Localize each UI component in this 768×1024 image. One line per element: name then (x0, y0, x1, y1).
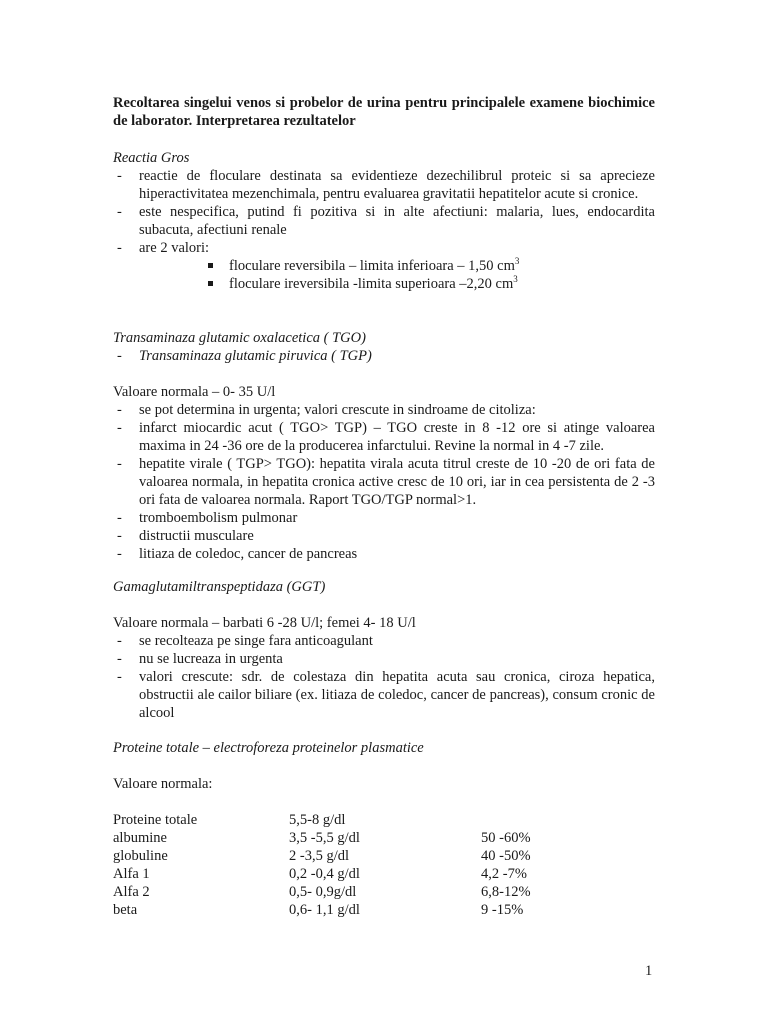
bullet-list (113, 167, 655, 257)
list-item: - distructii musculare (113, 527, 655, 545)
section-heading: Gamaglutamiltranspeptidaza (GGT) (113, 579, 326, 595)
row-value: 0,6- 1,1 g/dl (289, 902, 360, 918)
list-item: - litiaza de coledoc, cancer de pancreas (113, 545, 655, 563)
normal-value: Valoare normala – barbati 6 -28 U/l; femei 4- 18 U/l (113, 615, 416, 631)
table-row (113, 811, 601, 829)
sub-list-item: floculare reversibila – limita inferioara – 1,50 $cm^3$ (205, 257, 655, 275)
list-item: - tromboembolism pulmonar (113, 509, 655, 527)
table-row (113, 829, 601, 847)
section-heading: Proteine totale – electroforeza proteinelor plasmatice (113, 740, 424, 756)
bullet-list (113, 347, 655, 365)
row-percent: 6,8-12% (481, 884, 531, 900)
list-item: - reactie de floculare destinata sa evidentieze dezechilibrul proteic si sa aprecieze hiperactivitatea mezenchimala, pentru evaluarea gravitatii hepatitelor acute si cronice. (113, 167, 655, 203)
reference-values-table (113, 811, 601, 919)
row-value: 0,5- 0,9g/dl (289, 884, 357, 900)
row-value: 3,5 -5,5 g/dl (289, 830, 360, 846)
section-heading: Transaminaza glutamic oxalacetica ( TGO) (113, 330, 366, 346)
list-item: - Transaminaza glutamic piruvica ( TGP) (113, 347, 655, 365)
list-item: - infarct miocardic acut ( TGO> TGP) – TGO creste in 8 -12 ore si atinge valoarea maxima in 24 -36 ore de la producerea infarctului. Revine la normal in 4 -7 zile. (113, 419, 655, 455)
row-value: 5,5-8 g/dl (289, 812, 346, 828)
row-name: Alfa 2 (113, 884, 150, 900)
table-row (113, 847, 601, 865)
row-name: albumine (113, 830, 167, 846)
row-percent: 4,2 -7% (481, 866, 527, 882)
row-name: Alfa 1 (113, 866, 150, 882)
bullet-list (113, 632, 655, 722)
table-row (113, 865, 601, 883)
section-proteine (113, 739, 655, 919)
section-reactia-gros (113, 149, 655, 293)
row-value: 2 -3,5 g/dl (289, 848, 350, 864)
list-item: - nu se lucreaza in urgenta (113, 650, 655, 668)
row-name: globuline (113, 848, 168, 864)
row-percent: 9 -15% (481, 902, 524, 918)
list-item: - se recolteaza pe singe fara anticoagulant (113, 632, 655, 650)
normal-value: Valoare normala – 0- 35 U/l (113, 384, 276, 400)
row-value: 0,2 -0,4 g/dl (289, 866, 360, 882)
bullet-list (113, 401, 655, 563)
row-percent: 50 -60% (481, 830, 531, 846)
row-name: beta (113, 902, 138, 918)
list-item: - valori crescute: sdr. de colestaza din hepatita acuta sau cronica, ciroza hepatica, obstructii ale cailor biliare (ex. litiaza de coledoc, cancer de pancreas), consum cronic de alcool (113, 668, 655, 722)
table-row (113, 883, 601, 901)
section-transaminaze (113, 329, 655, 563)
document-title: Recoltarea singelui venos si probelor de urina pentru principalele examene biochimice de laborator. Interpretarea rezultatelor (113, 95, 655, 129)
page-number: 1 (645, 963, 653, 979)
table-row (113, 901, 601, 919)
row-name: Proteine totale (113, 812, 198, 828)
list-item: - hepatite virale ( TGP> TGO): hepatita virala acuta titrul creste de 10 -20 de ori fata de valoarea normala, in hepatita cronica active cresc de 10 ori, iar in cea persistenta de 2 -3 ori fata de valoarea normala. Raport TGO/TGP normal>1. (113, 455, 655, 509)
list-item: - este nespecifica, putind fi pozitiva si in alte afectiuni: malaria, lues, endocardita subacuta, afectiuni renale (113, 203, 655, 239)
row-percent: 40 -50% (481, 848, 531, 864)
section-heading: Reactia Gros (113, 150, 190, 166)
sub-bullet-list (113, 257, 655, 293)
row-percent (481, 811, 601, 829)
list-item: - se pot determina in urgenta; valori crescute in sindroame de citoliza: (113, 401, 655, 419)
sub-list-item: floculare ireversibila -limita superioara –2,20 $cm^3$ (205, 275, 655, 293)
normal-value-label: Valoare normala: (113, 776, 213, 792)
list-item: - are 2 valori: (113, 239, 655, 257)
section-ggt (113, 578, 655, 722)
